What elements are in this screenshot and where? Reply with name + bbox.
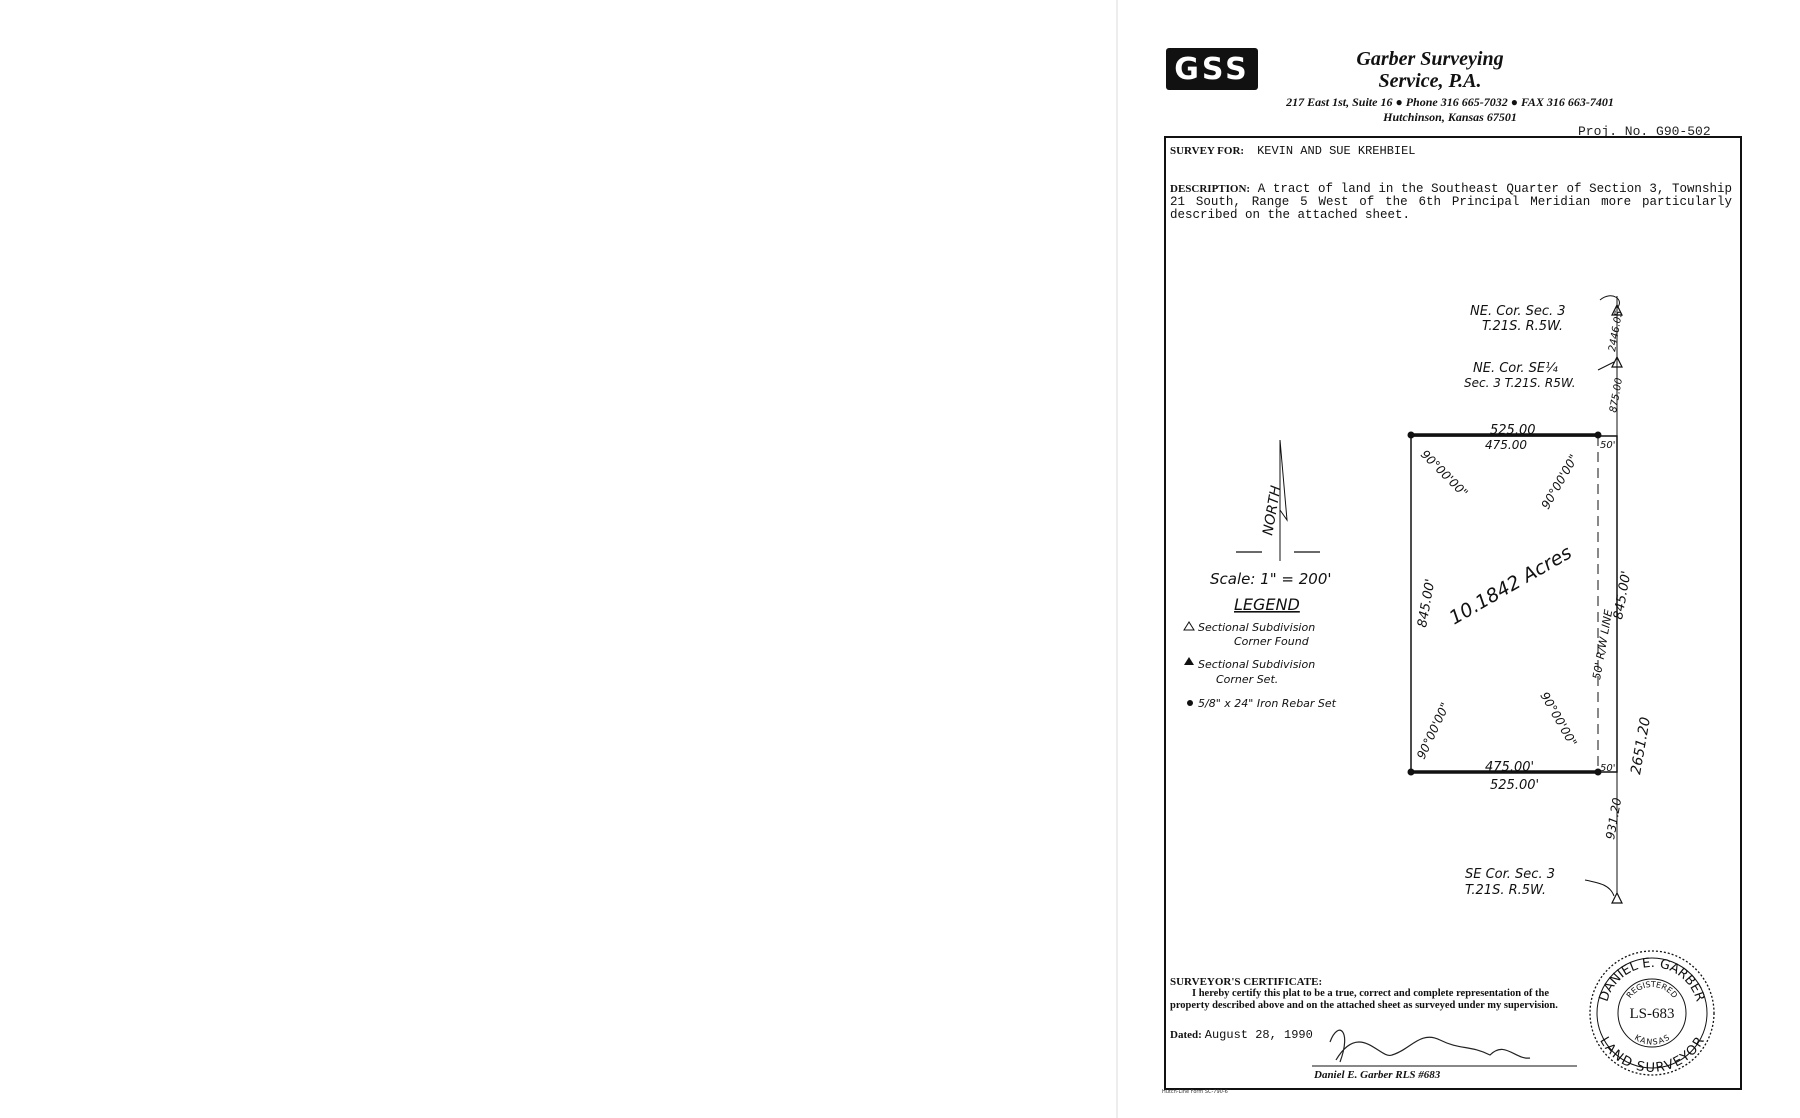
rebar-corner-sw — [1408, 769, 1415, 776]
signer-name: Daniel E. Garber RLS #683 — [1314, 1069, 1441, 1081]
legend-item2-line1: Sectional Subdivision — [1198, 658, 1316, 671]
rebar-corner-nw — [1408, 432, 1415, 439]
logo-text: GSS — [1174, 51, 1250, 87]
dim-bottom-inner: 475.00' — [1485, 760, 1535, 775]
certificate-body: I hereby certify this plat to be a true, correct and complete representation of the property described above and on the attached sheet as surveyed under my supervision. — [1170, 988, 1558, 1011]
row-line-label: 50' R/W LINE — [1590, 608, 1616, 681]
dim-right-side: 845.00' — [1611, 569, 1635, 621]
angle-se: 90°00'00" — [1537, 689, 1580, 750]
legend-item3-line1: 5/8" x 24" Iron Rebar Set — [1198, 697, 1336, 710]
dim-total-right: 2651.20 — [1628, 715, 1654, 776]
ne-cor-sec3-line2: T.21S. R.5W. — [1482, 319, 1563, 334]
seal-name: DANIEL E. GARBER — [1596, 955, 1708, 1004]
angle-sw: 90°00'00" — [1414, 700, 1453, 762]
form-reference: Hutch-Line Form SC-790-6 — [1162, 1089, 1228, 1095]
dim-upper-right: 875.00 — [1608, 377, 1626, 414]
dim-top-inner: 475.00 — [1485, 438, 1527, 452]
dim-bottom-outer: 525.00' — [1490, 778, 1540, 793]
firm-name-line1: Garber Surveying — [1356, 48, 1504, 70]
legend-open-triangle-icon — [1184, 622, 1194, 630]
description-label: DESCRIPTION: — [1170, 183, 1251, 195]
area-label: 10.1842 Acres — [1445, 541, 1576, 630]
dated-label: Dated: — [1170, 1029, 1202, 1041]
se-cor-sec3-line2: T.21S. R.5W. — [1465, 883, 1546, 898]
surveyor-seal — [1590, 951, 1714, 1076]
dim-top-outer: 525.00 — [1490, 423, 1536, 438]
survey-for-label: SURVEY FOR: — [1170, 145, 1245, 157]
leader-se-sec3 — [1585, 880, 1614, 896]
legend-item2-line2: Corner Set. — [1216, 673, 1279, 686]
legend-title: LEGEND — [1234, 595, 1300, 614]
seal-registered: REGISTERED — [1624, 979, 1680, 1000]
row-width-bottom: 50' — [1600, 763, 1616, 774]
angle-ne: 90°00'00" — [1538, 451, 1581, 512]
svg-text:DANIEL E. GARBER — [1597, 956, 1708, 1004]
dated-value: August 28, 1990 — [1204, 1028, 1313, 1042]
north-arrow-head — [1280, 440, 1287, 520]
legend-filled-triangle-icon — [1184, 657, 1194, 665]
legend-item1-line2: Corner Found — [1234, 635, 1309, 648]
north-label: NORTH — [1260, 484, 1285, 537]
dim-top-section: 2446.05 — [1607, 309, 1626, 353]
seal-number: LS-683 — [1629, 1006, 1675, 1022]
legend-filled-dot-icon — [1187, 700, 1193, 706]
se-cor-sec3-line1: SE Cor. Sec. 3 — [1465, 867, 1555, 882]
scale-label: Scale: 1" = 200' — [1210, 570, 1332, 588]
ne-cor-sec3-line1: NE. Cor. Sec. 3 — [1470, 304, 1566, 319]
seal-state: KANSAS — [1632, 1032, 1672, 1047]
certificate-title: SURVEYOR'S CERTIFICATE: — [1170, 976, 1323, 988]
seal-title: LAND SURVEYOR — [1596, 1034, 1708, 1076]
address-line1: 217 East 1st, Suite 16 ● Phone 316 665-7032 ● FAX 316 663-7401 — [1286, 95, 1614, 109]
ne-cor-se-quarter-line2: Sec. 3 T.21S. R5W. — [1464, 376, 1576, 390]
address-line2: Hutchinson, Kansas 67501 — [1383, 110, 1517, 124]
firm-name-line2: Service, P.A. — [1378, 70, 1482, 92]
surveyor-certificate — [1170, 976, 1580, 1012]
description-text: A tract of land in the Southeast Quarter of Section 3, Township 21 South, Range 5 West of the 6th Principal Meridian more particularly described on the attached sheet. — [1170, 182, 1732, 222]
dim-lower-right: 931.20 — [1603, 796, 1625, 841]
legend-item1-line1: Sectional Subdivision — [1198, 621, 1316, 634]
ne-cor-se-quarter-line1: NE. Cor. SE¼ — [1473, 361, 1558, 376]
row-width-top: 50' — [1600, 440, 1616, 451]
angle-nw: 90°00'00" — [1417, 447, 1471, 501]
svg-text:REGISTERED — [1625, 980, 1679, 1000]
project-number: Proj. No. G90-502 — [1578, 124, 1711, 139]
survey-for-value: KEVIN AND SUE KREHBIEL — [1257, 144, 1416, 158]
leader-ne-se-quarter — [1598, 362, 1614, 370]
signature-stroke — [1330, 1030, 1530, 1062]
dim-left-side: 845.00' — [1415, 577, 1439, 629]
dated — [1170, 1027, 1313, 1042]
rebar-corner-ne — [1595, 432, 1602, 439]
